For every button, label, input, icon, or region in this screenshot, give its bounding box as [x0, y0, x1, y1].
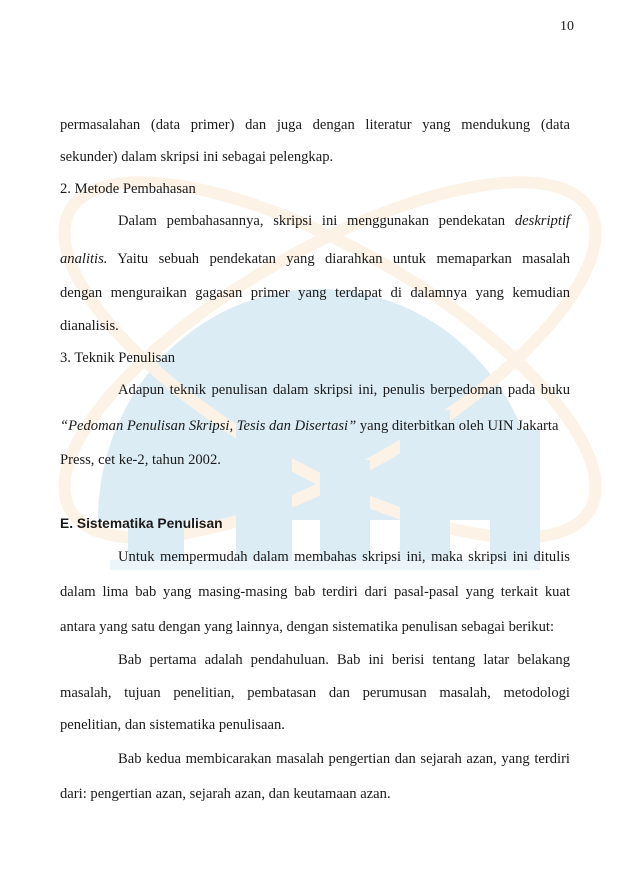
text-line-10: Untuk mempermudah dalam membahas skripsi ini, maka skripsi ini ditulis: [118, 549, 570, 565]
section-heading-metode: 2. Metode Pembahasan: [60, 181, 196, 197]
page-number: 10: [560, 19, 574, 34]
text-line-17: dari: pengertian azan, sejarah azan, dan keutamaan azan.: [60, 786, 391, 802]
text-line-7: Adapun teknik penulisan dalam skripsi ini, penulis berpedoman pada buku: [118, 382, 570, 398]
text-line-8: “Pedoman Penulisan Skripsi, Tesis dan Disertasi” yang diterbitkan oleh UIN Jakarta: [60, 418, 559, 434]
text-line-11: dalam lima bab yang masing-masing bab terdiri dari pasal-pasal yang terkait kuat: [60, 584, 570, 600]
section-heading-teknik: 3. Teknik Penulisan: [60, 350, 176, 366]
text-line-14: masalah, tujuan penelitian, pembatasan dan perumusan masalah, metodologi: [60, 685, 570, 701]
text-line-5: dengan menguraikan gagasan primer yang terdapat di dalamnya yang kemudian: [60, 285, 570, 301]
text-line-4: analitis. Yaitu sebuah pendekatan yang diarahkan untuk memaparkan masalah: [60, 251, 570, 267]
section-heading-sistematika: E. Sistematika Penulisan: [60, 516, 223, 531]
text-line-1: permasalahan (data primer) dan juga dengan literatur yang mendukung (data: [60, 117, 570, 133]
text-line-3: Dalam pembahasannya, skripsi ini menggunakan pendekatan deskriptif: [118, 213, 570, 229]
text-line-13: Bab pertama adalah pendahuluan. Bab ini berisi tentang latar belakang: [118, 652, 570, 668]
text-line-2: sekunder) dalam skripsi ini sebagai pelengkap.: [60, 149, 334, 165]
text-line-15: penelitian, dan sistematika penulisaan.: [60, 717, 285, 733]
text-line-12: antara yang satu dengan yang lainnya, dengan sistematika penulisan sebagai berikut:: [60, 619, 554, 635]
text-line-6: dianalisis.: [60, 318, 119, 334]
text-line-9: Press, cet ke-2, tahun 2002.: [60, 452, 221, 468]
text-line-16: Bab kedua membicarakan masalah pengertian dan sejarah azan, yang terdiri: [118, 751, 570, 767]
